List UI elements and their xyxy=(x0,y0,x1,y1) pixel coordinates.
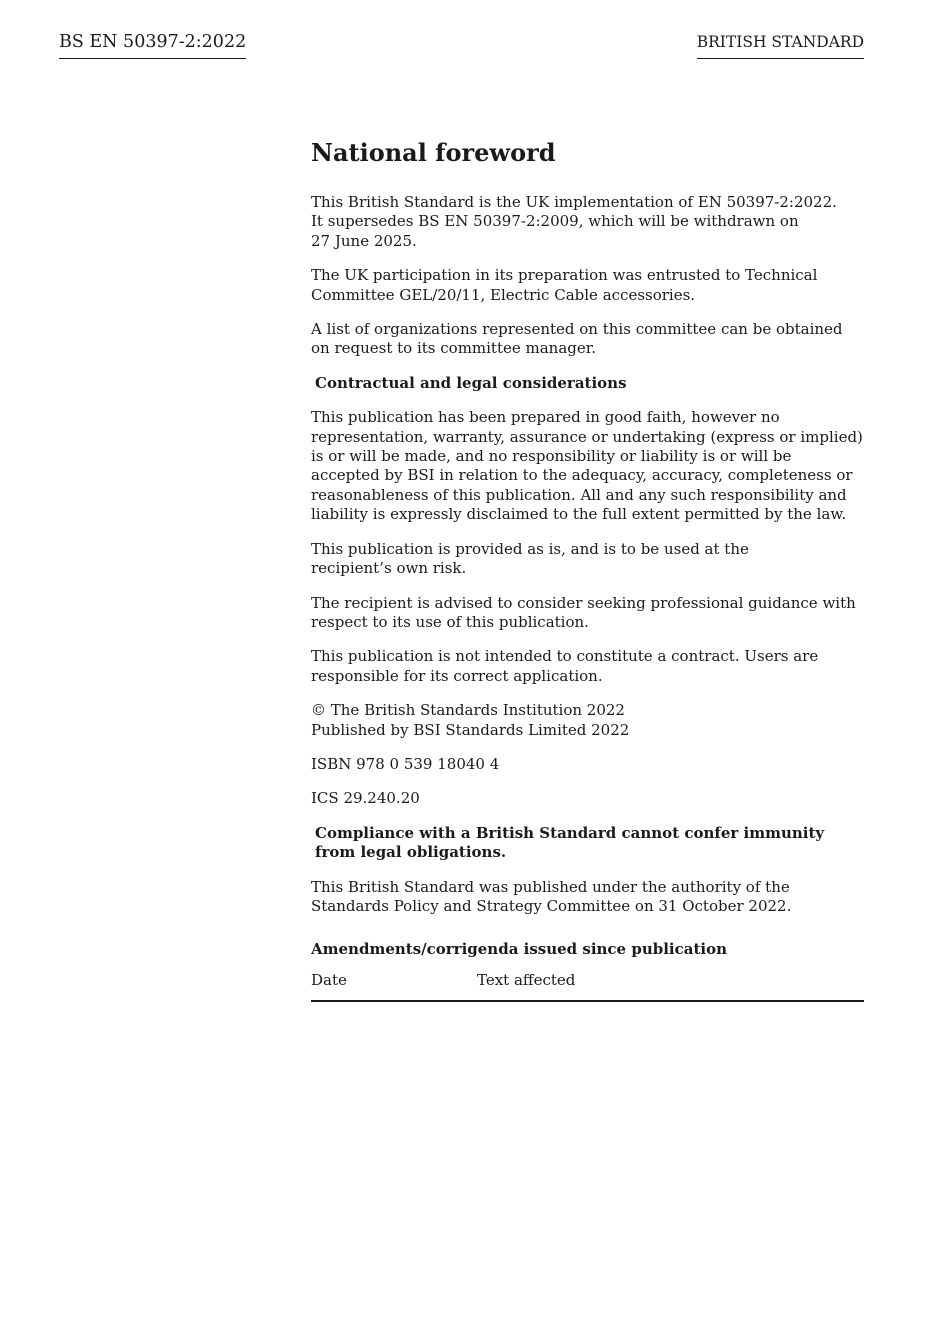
standard-code: BS EN 50397-2:2022 xyxy=(59,30,246,59)
implementation-line-2: It supersedes BS EN 50397-2:2009, which will be withdrawn on xyxy=(311,212,799,231)
ics: ICS 29.240.20 xyxy=(311,789,420,808)
amendments-table xyxy=(311,971,864,1002)
standard-type: BRITISH STANDARD xyxy=(697,31,864,59)
risk-paragraph xyxy=(311,540,864,579)
compliance-statement: Compliance with a British Standard cannot confer immunity from legal obligations. xyxy=(315,823,825,862)
authority-paragraph: This British Standard was published under the authority of the Standards Policy and Strategy Committee on 31 October 2022. xyxy=(311,877,792,915)
copyright-paragraph xyxy=(311,701,864,740)
page-title: National foreword xyxy=(311,138,556,167)
risk-line-1: This publication is provided as is, and is to be used at the xyxy=(311,539,749,558)
amendments-text-header: Text affected xyxy=(477,970,576,989)
national-foreword xyxy=(311,136,864,1002)
organizations-paragraph: A list of organizations represented on this committee can be obtained on request to its committee manager. xyxy=(311,320,843,358)
good-faith-paragraph: This publication has been prepared in good faith, however no representation, warranty, assurance or undertaking (express or implied) is or will be made, and no responsibility or liability is or will be accepted by BSI in relation to the adequacy, accuracy, completeness or reasonableness of this publication. All and any such responsibility and liability is expressly disclaimed to the full extent permitted by the law. xyxy=(311,408,863,524)
legal-heading: Contractual and legal considerations xyxy=(315,373,627,392)
page-header xyxy=(59,30,864,60)
risk-line-2: recipient’s own risk. xyxy=(311,559,467,578)
isbn: ISBN 978 0 539 18040 4 xyxy=(311,754,500,773)
amendments-title: Amendments/corrigenda issued since publication xyxy=(311,940,727,959)
amendments-date-header: Date xyxy=(311,970,347,989)
implementation-line-1: This British Standard is the UK implementation of EN 50397-2:2022. xyxy=(311,193,837,211)
participation-paragraph: The UK participation in its preparation was entrusted to Technical Committee GEL/20/11, Electric Cable accessories. xyxy=(311,266,818,304)
copyright-line: © The British Standards Institution 2022 xyxy=(311,701,625,720)
guidance-paragraph: The recipient is advised to consider seeking professional guidance with respect to its use of this publication. xyxy=(311,593,856,631)
contract-paragraph: This publication is not intended to constitute a contract. Users are responsible for its correct application. xyxy=(311,647,819,685)
implementation-line-3: 27 June 2025. xyxy=(311,231,417,250)
implementation-paragraph xyxy=(311,193,864,251)
publisher-line: Published by BSI Standards Limited 2022 xyxy=(311,720,630,739)
